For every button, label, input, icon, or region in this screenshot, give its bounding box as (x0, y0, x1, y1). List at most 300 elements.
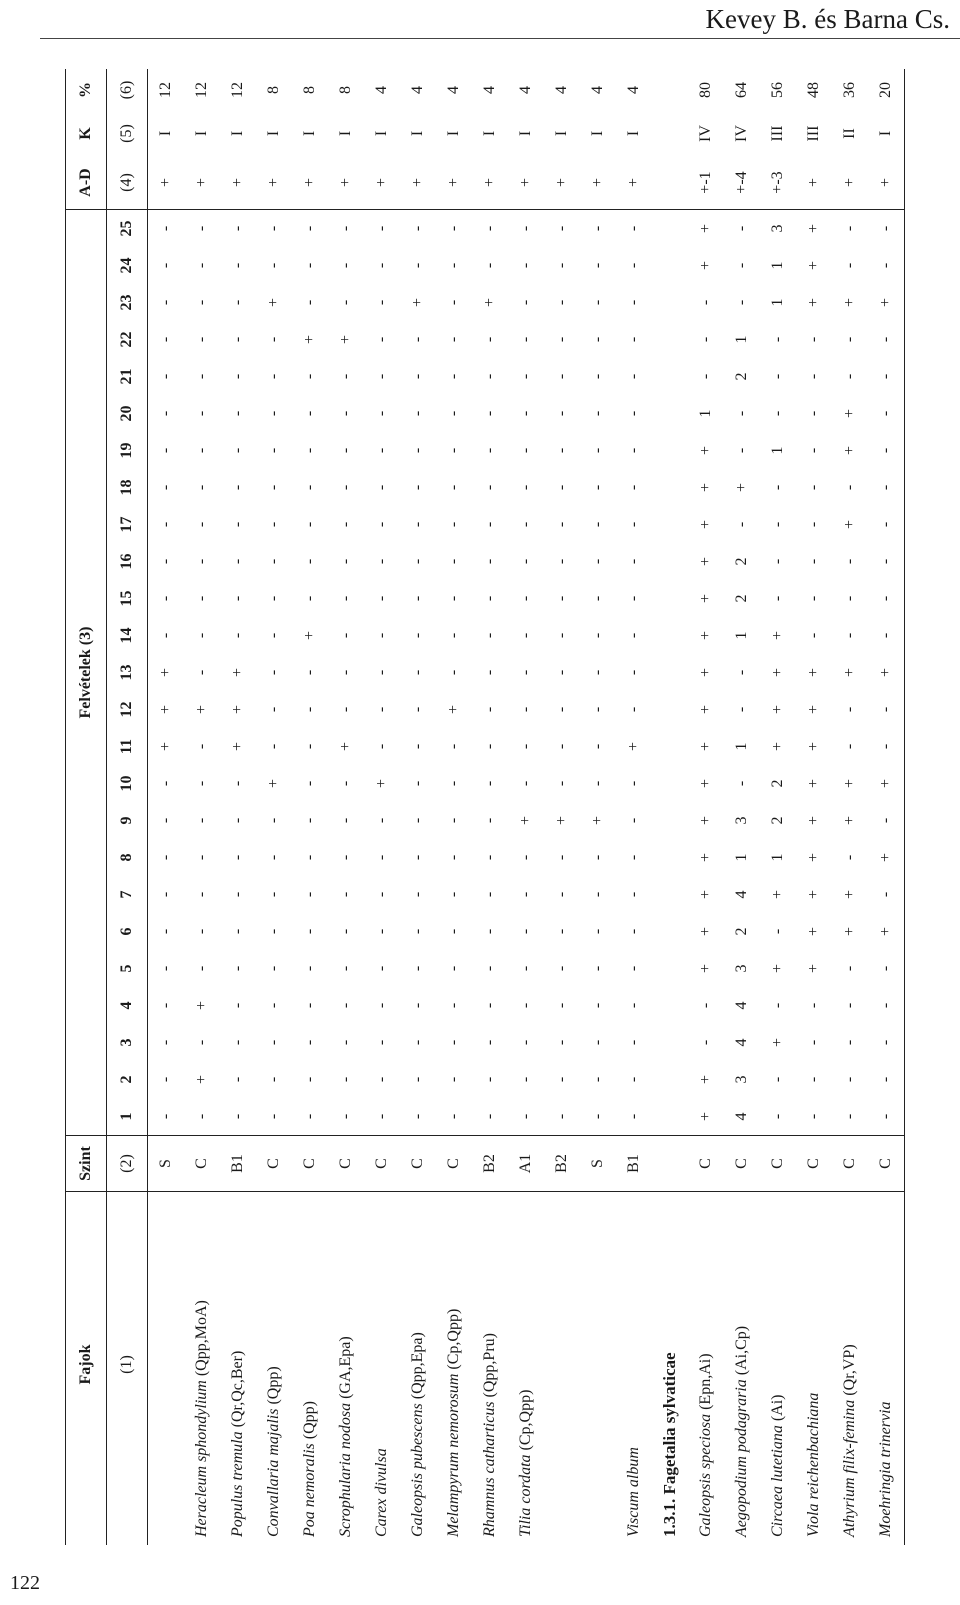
record-value-cell: - (589, 558, 606, 565)
record-value-cell: - (373, 410, 390, 417)
empty-cell (652, 987, 688, 1024)
szint-cell: C (769, 1158, 786, 1169)
record-value-cell: - (868, 210, 905, 248)
record-value-cell: - (301, 965, 318, 972)
record-number-header: 17 (107, 506, 148, 543)
species-name (364, 1192, 400, 1546)
record-value-cell: - (445, 336, 462, 343)
species-table (65, 69, 905, 1545)
record-value-cell: - (589, 669, 606, 676)
record-value-cell: - (229, 780, 246, 787)
record-value-cell: - (481, 447, 498, 454)
record-value-cell: - (769, 595, 786, 602)
record-value-cell: - (229, 262, 246, 269)
record-value-cell: - (517, 558, 534, 565)
ad-cell: + (373, 177, 390, 188)
record-value-cell: - (553, 632, 570, 639)
ad-cell: +-3 (769, 171, 786, 194)
record-value-cell: + (697, 963, 714, 974)
record-value-cell: - (265, 1002, 282, 1009)
record-value-cell: + (373, 778, 390, 789)
record-value-cell: - (373, 447, 390, 454)
ad-cell: + (229, 177, 246, 188)
record-value-cell: - (409, 1076, 426, 1083)
record-value-cell: + (157, 741, 174, 752)
record-value-cell: - (589, 262, 606, 269)
pct-cell: 4 (517, 86, 534, 94)
record-value-cell: - (220, 1098, 256, 1136)
record-value-cell: - (769, 336, 786, 343)
record-value-cell: - (229, 484, 246, 491)
record-value-cell: + (553, 815, 570, 826)
record-value-cell: + (265, 297, 282, 308)
record-value-cell: - (193, 558, 210, 565)
record-value-cell: - (301, 484, 318, 491)
record-value-cell: - (733, 299, 750, 306)
species-name (688, 1192, 724, 1546)
record-number-header: 25 (107, 210, 148, 248)
record-value-cell: - (868, 987, 905, 1024)
record-value-cell: - (733, 780, 750, 787)
record-value-cell: - (373, 854, 390, 861)
record-value-cell: - (373, 262, 390, 269)
record-value-cell: - (805, 1076, 822, 1083)
record-value-cell: - (229, 410, 246, 417)
record-value-cell: - (517, 965, 534, 972)
record-value-cell: - (337, 854, 354, 861)
table-row (256, 69, 292, 1545)
szint-cell: A1 (517, 1153, 534, 1174)
k-cell: I (373, 130, 390, 137)
record-value-cell: - (157, 410, 174, 417)
record-value-cell: - (301, 1039, 318, 1046)
record-value-cell: - (409, 743, 426, 750)
record-value-cell: - (373, 891, 390, 898)
record-value-cell: - (841, 854, 858, 861)
species-abbreviation: (Qpp) (265, 1366, 282, 1409)
record-value-cell: - (265, 669, 282, 676)
record-value-cell: - (400, 1098, 436, 1136)
record-value-cell: - (301, 669, 318, 676)
record-value-cell: - (625, 928, 642, 935)
record-value-cell: + (157, 667, 174, 678)
record-value-cell: - (841, 1076, 858, 1083)
record-value-cell: - (616, 1098, 652, 1136)
record-value-cell: - (373, 965, 390, 972)
szint-cell: C (265, 1158, 282, 1169)
record-value-cell: - (373, 928, 390, 935)
record-value-cell: - (229, 1076, 246, 1083)
szint-cell: B1 (229, 1154, 246, 1173)
record-value-cell: + (868, 654, 905, 691)
fajok-header: Fajok (66, 1192, 107, 1546)
record-value-cell: - (445, 262, 462, 269)
record-value-cell: + (193, 1000, 210, 1011)
species-latin-name: Galeopsis speciosa (697, 1413, 714, 1537)
record-value-cell: - (301, 373, 318, 380)
record-value-cell: + (193, 704, 210, 715)
record-value-cell: - (265, 817, 282, 824)
pct-cell: 64 (733, 82, 750, 98)
k-cell: I (409, 130, 426, 137)
record-value-cell: - (589, 299, 606, 306)
record-value-cell: - (409, 373, 426, 380)
record-value-cell: - (589, 632, 606, 639)
col4-header: (4) (107, 156, 148, 210)
record-value-cell: + (697, 741, 714, 752)
record-value-cell: - (229, 558, 246, 565)
record-value-cell: - (193, 1039, 210, 1046)
empty-cell (652, 543, 688, 580)
record-value-cell: + (481, 297, 498, 308)
record-value-cell: + (841, 408, 858, 419)
record-value-cell: 3 (733, 1075, 750, 1084)
species-latin-name: Carex divulsa (373, 1448, 390, 1537)
record-value-cell: + (193, 1074, 210, 1085)
record-value-cell: - (337, 669, 354, 676)
empty-cell (652, 839, 688, 876)
record-value-cell: - (625, 965, 642, 972)
species-abbreviation: (Qr,Qc,Ber) (229, 1350, 246, 1432)
szint-cell: C (805, 1158, 822, 1169)
record-value-cell: 1 (733, 853, 750, 862)
record-value-cell: - (400, 210, 436, 248)
record-value-cell: - (157, 447, 174, 454)
species-latin-name: Galeopsis pubescens (409, 1403, 426, 1537)
record-value-cell: - (625, 410, 642, 417)
record-value-cell: 1 (769, 261, 786, 270)
record-value-cell: - (409, 669, 426, 676)
record-value-cell: - (301, 1076, 318, 1083)
record-value-cell: 1 (769, 853, 786, 862)
species-name (436, 1192, 472, 1546)
record-value-cell: - (364, 210, 400, 248)
szint-cell: B2 (553, 1154, 570, 1173)
record-value-cell: - (553, 410, 570, 417)
record-value-cell: + (805, 815, 822, 826)
record-value-cell: - (517, 447, 534, 454)
record-value-cell: + (301, 334, 318, 345)
record-value-cell: - (193, 410, 210, 417)
record-value-cell: - (481, 743, 498, 750)
empty-cell (652, 69, 688, 111)
record-value-cell: - (553, 373, 570, 380)
record-value-cell: - (481, 410, 498, 417)
species-name (184, 1192, 220, 1546)
record-value-cell: + (697, 926, 714, 937)
species-latin-name: Heracleum sphondylium (193, 1380, 210, 1537)
record-value-cell: - (589, 891, 606, 898)
empty-cell (652, 765, 688, 802)
record-number-header: 6 (107, 913, 148, 950)
empty-cell (652, 111, 688, 156)
record-value-cell: - (184, 1098, 220, 1136)
record-value-cell: - (229, 1002, 246, 1009)
record-value-cell: - (157, 632, 174, 639)
record-value-cell: - (481, 965, 498, 972)
record-value-cell: - (157, 595, 174, 602)
record-value-cell: - (481, 336, 498, 343)
species-latin-name: Tilia cordata (517, 1454, 534, 1537)
record-value-cell: - (409, 632, 426, 639)
record-value-cell: - (445, 558, 462, 565)
empty-cell (652, 156, 688, 210)
record-value-cell: - (265, 595, 282, 602)
record-value-cell: - (229, 854, 246, 861)
table-row (724, 69, 760, 1545)
record-value-cell: - (445, 1039, 462, 1046)
record-value-cell: - (553, 854, 570, 861)
record-value-cell: 2 (733, 372, 750, 381)
pct-cell: 12 (229, 82, 246, 98)
record-value-cell: - (445, 1002, 462, 1009)
record-value-cell: - (265, 743, 282, 750)
record-value-cell: - (517, 373, 534, 380)
record-value-cell: - (841, 595, 858, 602)
record-value-cell: - (328, 210, 364, 248)
record-value-cell: - (481, 373, 498, 380)
record-value-cell: - (265, 484, 282, 491)
empty-cell (652, 432, 688, 469)
record-value-cell: - (445, 928, 462, 935)
record-value-cell: + (697, 889, 714, 900)
k-cell: I (517, 130, 534, 137)
species-name (760, 1192, 796, 1546)
record-value-cell: + (769, 667, 786, 678)
record-value-cell: + (589, 815, 606, 826)
table-row (364, 69, 400, 1545)
record-value-cell: - (589, 854, 606, 861)
pct-cell: 8 (301, 86, 318, 94)
species-abbreviation: (Ai) (769, 1394, 786, 1426)
record-value-cell: - (409, 595, 426, 602)
pct-cell: 20 (868, 69, 905, 111)
record-value-cell: - (868, 580, 905, 617)
ad-cell: + (868, 156, 905, 210)
record-value-cell: - (841, 632, 858, 639)
record-value-cell: + (805, 926, 822, 937)
ad-cell: + (265, 177, 282, 188)
record-value-cell: - (553, 262, 570, 269)
species-latin-name: Aegopodium podagraria (733, 1379, 750, 1537)
record-value-cell: 1 (769, 298, 786, 307)
record-value-cell: 3 (760, 210, 796, 248)
record-value-cell: - (733, 706, 750, 713)
record-value-cell: - (193, 336, 210, 343)
species-name (724, 1192, 760, 1546)
pct-cell: 4 (481, 86, 498, 94)
record-value-cell: - (769, 410, 786, 417)
empty-cell (652, 580, 688, 617)
record-value-cell: - (841, 336, 858, 343)
record-value-cell: + (697, 260, 714, 271)
record-value-cell: + (229, 704, 246, 715)
record-value-cell: 1 (697, 409, 714, 418)
record-value-cell: - (445, 780, 462, 787)
record-value-cell: + (229, 741, 246, 752)
record-value-cell: - (553, 595, 570, 602)
record-value-cell: - (625, 854, 642, 861)
empty-cell (652, 1136, 688, 1192)
header-row-1 (66, 69, 107, 1545)
record-number-header: 11 (107, 728, 148, 765)
species-name (580, 1192, 616, 1546)
record-value-cell: - (805, 373, 822, 380)
record-value-cell: + (769, 704, 786, 715)
species-name (220, 1192, 256, 1546)
table-row (796, 69, 832, 1545)
record-value-cell: - (832, 1098, 868, 1136)
record-value-cell: - (337, 299, 354, 306)
record-value-cell: - (805, 447, 822, 454)
record-value-cell: - (337, 521, 354, 528)
record-value-cell: - (517, 336, 534, 343)
record-value-cell: - (868, 691, 905, 728)
record-number-header: 15 (107, 580, 148, 617)
record-value-cell: + (697, 852, 714, 863)
record-value-cell: - (337, 780, 354, 787)
record-value-cell: - (373, 743, 390, 750)
record-value-cell: - (589, 373, 606, 380)
record-value-cell: - (805, 484, 822, 491)
record-value-cell: - (193, 780, 210, 787)
record-value-cell: - (409, 521, 426, 528)
section-title: 1.3.1. Fagetalia sylvaticae (652, 1192, 688, 1546)
record-value-cell: - (481, 817, 498, 824)
record-value-cell: - (409, 484, 426, 491)
record-value-cell: - (868, 506, 905, 543)
ad-cell: + (481, 177, 498, 188)
record-value-cell: - (229, 299, 246, 306)
ad-cell: + (409, 177, 426, 188)
record-value-cell: - (301, 558, 318, 565)
record-value-cell: - (553, 780, 570, 787)
record-value-cell: + (841, 815, 858, 826)
record-value-cell: - (517, 1039, 534, 1046)
record-value-cell: - (157, 1039, 174, 1046)
record-value-cell: - (337, 891, 354, 898)
empty-cell (652, 1061, 688, 1098)
k-cell: I (265, 130, 282, 137)
record-value-cell: - (553, 1076, 570, 1083)
record-value-cell: - (841, 1039, 858, 1046)
record-value-cell: - (841, 1002, 858, 1009)
record-value-cell: - (868, 950, 905, 987)
record-value-cell: - (589, 743, 606, 750)
record-value-cell: + (868, 765, 905, 802)
species-abbreviation: (Epn,Ai) (697, 1353, 714, 1414)
pct-cell: 56 (769, 82, 786, 98)
running-head: Kevey B. és Barna Cs. (705, 4, 950, 34)
species-name (832, 1192, 868, 1546)
record-value-cell: - (841, 558, 858, 565)
record-value-cell: + (805, 963, 822, 974)
record-value-cell: + (796, 210, 832, 248)
record-value-cell: - (193, 854, 210, 861)
species-latin-name: Circaea lutetiana (769, 1425, 786, 1537)
empty-cell (652, 247, 688, 284)
species-abbreviation: (Qpp,Pru) (481, 1333, 498, 1402)
ad-cell: + (445, 177, 462, 188)
species-abbreviation: (GA,Epa) (337, 1336, 354, 1403)
table-row (292, 69, 328, 1545)
table-row (832, 69, 868, 1545)
record-value-cell: - (301, 817, 318, 824)
record-value-cell: + (841, 445, 858, 456)
record-value-cell: - (265, 521, 282, 528)
record-value-cell: + (688, 1098, 724, 1136)
record-value-cell: - (409, 1039, 426, 1046)
record-value-cell: - (193, 743, 210, 750)
record-value-cell: - (157, 336, 174, 343)
empty-cell (652, 469, 688, 506)
ad-cell: + (517, 177, 534, 188)
record-value-cell: - (193, 484, 210, 491)
record-value-cell: - (364, 1098, 400, 1136)
record-value-cell: + (805, 852, 822, 863)
record-value-cell: + (445, 704, 462, 715)
record-value-cell: - (409, 262, 426, 269)
empty-cell (652, 876, 688, 913)
record-value-cell: - (868, 247, 905, 284)
record-value-cell: - (265, 336, 282, 343)
record-value-cell: - (805, 336, 822, 343)
table-row (544, 69, 580, 1545)
record-value-cell: - (625, 632, 642, 639)
record-value-cell: - (868, 617, 905, 654)
record-value-cell: - (193, 965, 210, 972)
record-value-cell: - (517, 928, 534, 935)
table-row (580, 69, 616, 1545)
szint-cell: C (841, 1158, 858, 1169)
record-value-cell: - (337, 595, 354, 602)
record-value-cell: + (697, 593, 714, 604)
record-value-cell: - (193, 521, 210, 528)
record-value-cell: - (157, 299, 174, 306)
record-value-cell: + (697, 815, 714, 826)
record-value-cell: - (517, 521, 534, 528)
k-cell: IV (733, 125, 750, 142)
record-value-cell: - (625, 1039, 642, 1046)
record-value-cell: - (229, 965, 246, 972)
k-cell: I (157, 130, 174, 137)
k-cell: IV (697, 125, 714, 142)
record-value-cell: - (481, 928, 498, 935)
record-value-cell: - (805, 595, 822, 602)
record-value-cell: - (805, 1002, 822, 1009)
record-value-cell: - (157, 780, 174, 787)
record-value-cell: - (769, 484, 786, 491)
record-value-cell: + (697, 445, 714, 456)
record-value-cell: - (193, 299, 210, 306)
table-row (508, 69, 544, 1545)
record-value-cell: - (373, 632, 390, 639)
col1-header: (1) (107, 1192, 148, 1546)
record-value-cell: + (337, 334, 354, 345)
record-value-cell: - (553, 558, 570, 565)
record-value-cell: - (733, 521, 750, 528)
record-value-cell: - (193, 262, 210, 269)
record-value-cell: - (589, 521, 606, 528)
record-value-cell: - (445, 299, 462, 306)
record-value-cell: - (481, 484, 498, 491)
table-row (184, 69, 220, 1545)
record-value-cell: - (157, 558, 174, 565)
record-value-cell: - (796, 1098, 832, 1136)
record-value-cell: - (409, 780, 426, 787)
record-number-header: 22 (107, 321, 148, 358)
record-value-cell: - (157, 262, 174, 269)
